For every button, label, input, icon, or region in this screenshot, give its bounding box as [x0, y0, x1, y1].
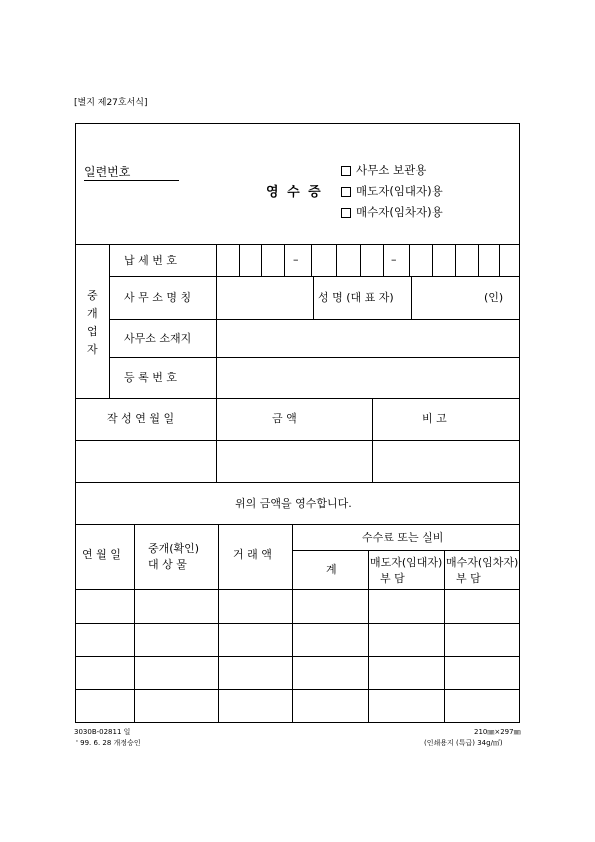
divider: [75, 482, 520, 483]
divider: [109, 357, 520, 358]
seller-copy-checkbox[interactable]: [341, 187, 351, 197]
seller-burden-header: 부 담: [380, 572, 405, 585]
remarks-label: 비 고: [422, 412, 447, 425]
divider: [368, 550, 369, 723]
divider: [284, 244, 285, 276]
registration-number-label: 등 록 번 호: [124, 371, 177, 384]
office-copy-label: 사무소 보관용: [356, 163, 427, 177]
divider: [75, 398, 520, 399]
taxpayer-number-dash: –: [293, 253, 299, 266]
divider: [360, 244, 361, 276]
serial-number-label: 일련번호: [84, 165, 131, 179]
divider: [75, 244, 520, 245]
document-title: 영 수 증: [266, 185, 323, 200]
divider: [216, 398, 217, 482]
divider: [75, 689, 520, 690]
divider: [75, 524, 520, 525]
total-column-header: 계: [326, 563, 337, 576]
date-column-header: 연 월 일: [82, 548, 121, 561]
form-code: 3030B-02811 일: [74, 728, 131, 736]
agent-side-char: 개: [87, 307, 98, 320]
buyer-copy-checkbox[interactable]: [341, 208, 351, 218]
divider: [75, 623, 520, 624]
divider: [336, 244, 337, 276]
receipt-statement: 위의 금액을 영수합니다.: [235, 497, 352, 510]
representative-name-label: 성 명 (대 표 자): [318, 291, 394, 304]
divider: [292, 550, 520, 551]
divider: [218, 524, 219, 723]
seller-copy-label: 매도자(임대자)용: [356, 184, 443, 198]
divider: [432, 244, 433, 276]
divider: [313, 276, 314, 319]
object-column-header: 대 상 물: [148, 558, 187, 571]
divider: [261, 244, 262, 276]
divider: [134, 524, 135, 723]
divider: [499, 244, 500, 276]
divider: [411, 276, 412, 319]
form-reference: [별지 제27호서식]: [74, 98, 148, 108]
buyer-burden-header: 매수자(임차자): [446, 556, 519, 569]
divider: [455, 244, 456, 276]
divider: [109, 276, 520, 277]
taxpayer-number-label: 납 세 번 호: [124, 254, 177, 267]
divider: [109, 244, 110, 398]
paper-size: 210㎜×297㎜: [474, 728, 521, 736]
fee-header: 수수료 또는 실비: [362, 531, 444, 544]
approval-date: ' 99. 6. 28 개정승인: [76, 739, 141, 747]
buyer-burden-header: 부 담: [456, 572, 481, 585]
divider: [372, 398, 373, 482]
divider: [383, 244, 384, 276]
divider: [311, 244, 312, 276]
divider: [216, 244, 217, 398]
agent-side-char: 자: [87, 343, 98, 356]
transaction-amount-header: 거 래 액: [233, 548, 272, 561]
divider: [478, 244, 479, 276]
office-address-label: 사무소 소재지: [124, 332, 192, 345]
object-column-header: 중개(확인): [148, 542, 200, 555]
divider: [239, 244, 240, 276]
office-name-label: 사 무 소 명 칭: [124, 291, 192, 304]
agent-side-char: 중: [87, 289, 98, 302]
divider: [409, 244, 410, 276]
amount-label: 금 액: [272, 412, 297, 425]
divider: [75, 589, 520, 590]
divider: [75, 656, 520, 657]
paper-spec: (인쇄용지 (특급) 34g/㎡): [424, 739, 503, 747]
divider: [292, 524, 293, 723]
buyer-copy-label: 매수자(임차자)용: [356, 205, 443, 219]
divider: [444, 550, 445, 723]
office-copy-checkbox[interactable]: [341, 166, 351, 176]
serial-number-field[interactable]: [84, 180, 179, 181]
seal-mark: (인): [484, 291, 504, 304]
taxpayer-number-dash: –: [391, 253, 397, 266]
agent-side-char: 업: [87, 325, 98, 338]
divider: [75, 440, 520, 441]
divider: [109, 319, 520, 320]
seller-burden-header: 매도자(임대자): [370, 556, 443, 569]
created-date-label: 작 성 연 월 일: [107, 412, 175, 425]
